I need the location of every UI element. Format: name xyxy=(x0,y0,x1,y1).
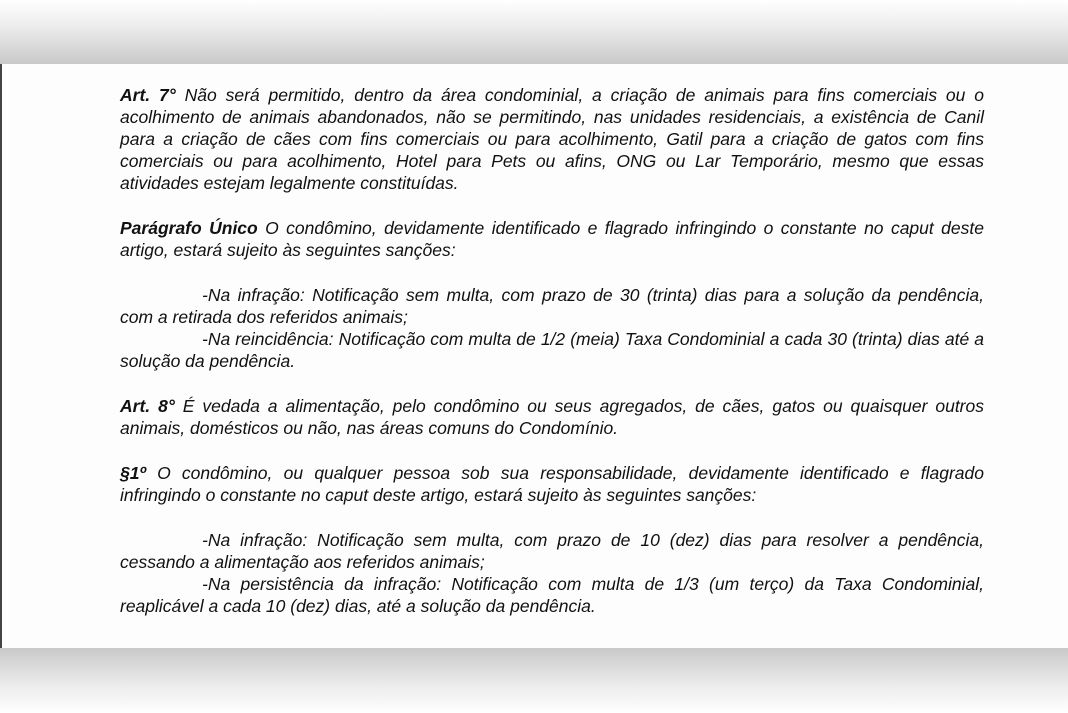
paragraph-1-text: O condômino, ou qualquer pessoa sob sua responsabilidade, devidamente identificado e flagrado infringindo o constante no caput deste artigo, estará sujeito às seguintes sanções: xyxy=(120,463,984,505)
document-content xyxy=(120,84,984,617)
paragrafo-unico xyxy=(120,217,984,261)
art7-sanction-2: -Na reincidência: Notificação com multa de 1/2 (meia) Taxa Condominial a cada 30 (trinta) dias até a solução da pendência. xyxy=(120,329,984,371)
article-8-label: Art. 8° xyxy=(120,396,175,416)
art8-sanction-1: -Na infração: Notificação sem multa, com prazo de 10 (dez) dias para resolver a pendência, cessando a alimentação aos referidos animais; xyxy=(120,530,984,572)
article-8 xyxy=(120,395,984,439)
article-7-text: Não será permitido, dentro da área condominial, a criação de animais para fins comerciais ou o acolhimento de animais abandonados, não se permitindo, nas unidades residenciais, a existência de Canil para a criação de cães com fins comerciais ou para acolhimento, Gatil para a criação de gatos com fins comerciais ou para acolhimento, Hotel para Pets ou afins, ONG ou Lar Temporário, mesmo que essas atividades estejam legalmente constituídas. xyxy=(120,85,985,193)
art8-sanction-2: -Na persistência da infração: Notificação com multa de 1/3 (um terço) da Taxa Condominial, reaplicável a cada 10 (dez) dias, até a solução da pendência. xyxy=(120,574,984,616)
paragraph-1-label: §1º xyxy=(120,463,146,483)
article-7-label: Art. 7° xyxy=(120,85,176,105)
art7-sanction-1: -Na infração: Notificação sem multa, com prazo de 30 (trinta) dias para a solução da pendência, com a retirada dos referidos animais; xyxy=(120,285,984,327)
top-shadow xyxy=(0,0,1068,64)
article-8-text: É vedada a alimentação, pelo condômino ou seus agregados, de cães, gatos ou quaisquer outros animais, domésticos ou não, nas áreas comuns do Condomínio. xyxy=(120,396,984,438)
paragrafo-unico-text: O condômino, devidamente identificado e flagrado infringindo o constante no caput deste artigo, estará sujeito às seguintes sanções: xyxy=(120,218,984,260)
article-7 xyxy=(120,84,984,194)
bottom-shadow xyxy=(0,648,1068,713)
paragraph-1 xyxy=(120,462,984,506)
document-page xyxy=(0,64,1068,648)
paragrafo-unico-label: Parágrafo Único xyxy=(120,218,258,238)
